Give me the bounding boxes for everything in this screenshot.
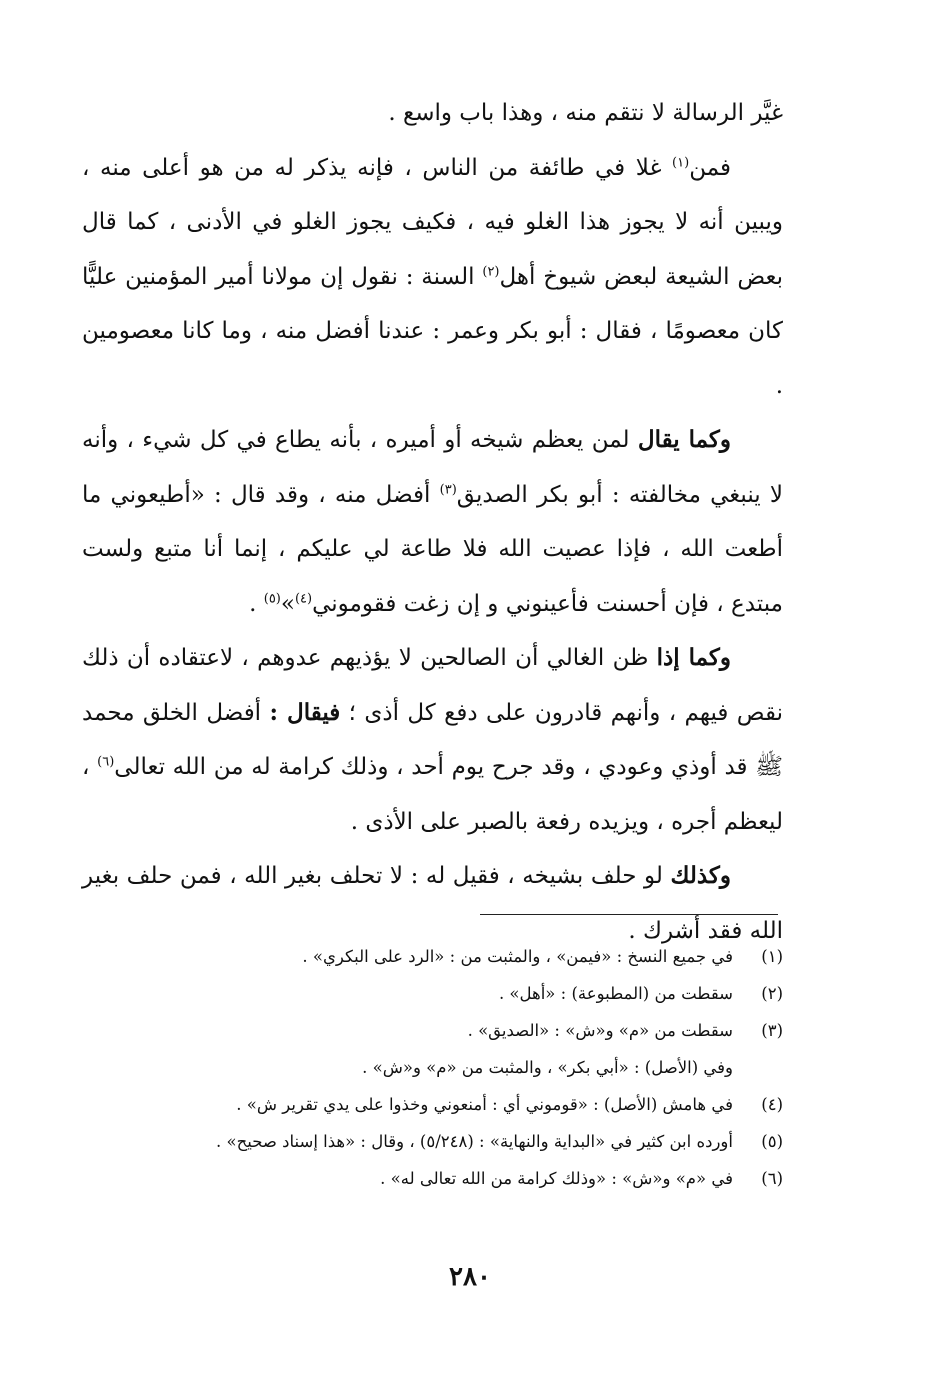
paragraph-3	[82, 413, 783, 631]
paragraph-2-text-c: السنة : نقول إن مولانا أمير المؤمنين عليًّا كان معصومًا ، فقال : أبو بكر وعمر : عندنا أفضل منه ، وما كانا معصومين .	[82, 263, 783, 399]
footnote-6	[82, 1160, 783, 1197]
footnote-number: (٤)	[761, 1095, 783, 1114]
paragraph-3-text-b: أفضل منه ، وقد قال : «أطيعوني ما أطعت الله ، فإذا عصيت الله فلا طاعة لي عليكم ، إنما أنا متبع ولست مبتدع ، فإن أحسنت فأعينوني و إن زغت فقوموني	[82, 481, 783, 617]
footnote-text: في جميع النسخ : «فيمن» ، والمثبت من : «الرد على البكري» .	[302, 947, 733, 966]
footnote-number: (٥)	[761, 1132, 783, 1151]
footnote-3-continuation	[82, 1049, 783, 1086]
paragraph-3-text-a: لمن يعظم شيخه أو أميره ، بأنه يطاع في كل شيء ، وأنه لا ينبغي مخالفته : أبو بكر الصديق	[82, 427, 783, 508]
footnote-ref-5: (٥)	[263, 590, 281, 606]
paragraph-4-text-b: أفضل الخلق محمد ﷺ قد أوذي وعودي ، وقد جرح يوم أحد ، وذلك كرامة له من الله تعالى	[82, 699, 784, 780]
footnote-ref-6: (٦)	[97, 754, 115, 770]
footnote-ref-2: (٢)	[482, 263, 500, 279]
paragraph-4-text-c: ، ليعظم أجره ، ويزيده رفعة بالصبر على الأذى .	[82, 754, 783, 835]
footnote-text: أورده ابن كثير في «البداية والنهاية» : (٥/٢٤٨) ، وقال : «هذا إسناد صحيح» .	[216, 1132, 733, 1151]
paragraph-4-lead: وكما إذا	[656, 644, 731, 671]
paragraph-3-lead: وكما يقال	[637, 426, 731, 453]
footnote-3	[82, 1012, 783, 1049]
footnote-number: (٣)	[761, 1021, 783, 1040]
paragraph-5-lead: وكذلك	[670, 862, 731, 889]
paragraph-4-lead-2: فيقال :	[269, 698, 341, 726]
footnote-text: سقطت من (المطبوعة) : «أهل» .	[498, 984, 733, 1003]
paragraph-2-text-a: فمن	[689, 154, 731, 181]
footnote-ref-4: (٤)	[294, 590, 313, 606]
paragraph-4-text-a: ظن الغالي أن الصالحين لا يؤذيهم عدوهم ، لاعتقاده أن ذلك نقص فيهم ، وأنهم قادرون على دفع كل أذى ؛	[82, 645, 783, 726]
paragraph-2-text-b: غلا في طائفة من الناس ، فإنه يذكر له من هو أعلى منه ، ويبين أنه لا يجوز هذا الغلو فيه ، فكيف يجوز الغلو في الأدنى ، كما قال بعض الشيعة لبعض شيوخ أهل	[82, 154, 783, 290]
footnote-1	[82, 938, 783, 975]
paragraph-3-text-d: .	[249, 590, 264, 617]
footnote-separator	[480, 914, 778, 915]
footnote-text: في هامش (الأصل) : «قوموني أي : أمنعوني وخذوا على يدي تقرير ش» .	[236, 1095, 733, 1114]
footnote-number: (٢)	[761, 984, 783, 1003]
footnote-number: (١)	[761, 947, 783, 966]
footnotes	[82, 938, 783, 1197]
paragraph-3-text-c: »	[280, 590, 295, 617]
footnote-number: (٦)	[761, 1169, 783, 1188]
paragraph-2	[82, 141, 783, 414]
paragraph-4	[82, 631, 783, 849]
footnote-text: في «م» و«ش» : «وذلك كرامة من الله تعالى له» .	[380, 1169, 733, 1188]
main-text	[82, 86, 783, 958]
paragraph-1-text: غيَّر الرسالة لا نتقم منه ، وهذا باب واسع .	[388, 100, 783, 126]
paragraph-1	[82, 86, 783, 141]
footnote-text: وفي (الأصل) : «أبي بكر» ، والمثبت من «م» و«ش» .	[362, 1058, 733, 1077]
paragraph-5-text-a: لو حلف بشيخه ، فقيل له : لا تحلف بغير الله ، فمن حلف بغير الله فقد أشرك .	[82, 863, 783, 944]
page-number: ٢٨٠	[449, 1262, 491, 1292]
footnote-text: سقطت من «م» و«ش» : «الصديق» .	[467, 1021, 733, 1040]
footnote-4	[82, 1086, 783, 1123]
footnote-5	[82, 1123, 783, 1160]
footnote-2	[82, 975, 783, 1012]
footnote-ref-3: (٣)	[439, 481, 457, 497]
footnote-ref-1: (١)	[672, 154, 690, 170]
